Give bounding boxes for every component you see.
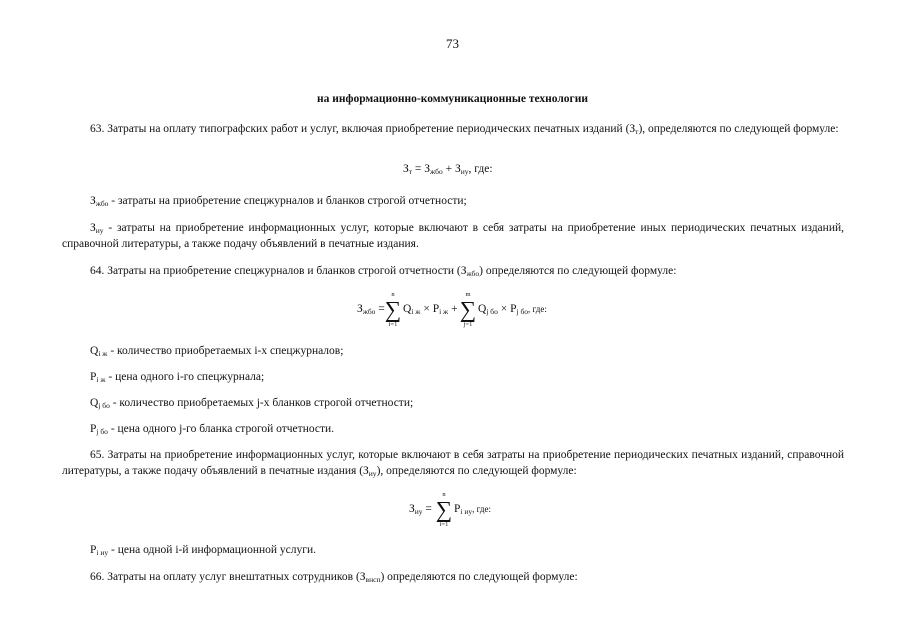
formula-ziu: $З_{иу}$ = [409, 503, 432, 516]
definition-p-i-zh: $P_{i ж}$ - цена одного i-го спецжурнала; [90, 371, 265, 384]
formula-zhbo-term1: $Q_{i ж} \times P_{i ж}$ + [403, 303, 458, 316]
definition-q-i-zh: $Q_{i ж}$ - количество приобретаемых i-х спецжурналов; [90, 345, 344, 358]
paragraph-66: 66. Затраты на оплату услуг внештатных сотрудников $(З_{внсп})$ определяются по следующей формуле: [90, 571, 578, 584]
definition-zhbo: $З_{жбо}$ - затраты на приобретение спецжурналов и бланков строгой отчетности; [90, 195, 467, 208]
formula-total: $З_т = З_{жбо} + З_{иу}$, где: [403, 163, 493, 176]
sum-sign-n: n ∑ i=1 [384, 291, 402, 328]
formula-zhbo-term2: $Q_{j бо} \times P_{j бо}$, где: [478, 303, 547, 316]
formula-zhbo: $З_{жбо}$ = [357, 303, 385, 316]
definition-p-j-bo: $P_{j бо}$ - цена одного j-го бланка строгой отчетности. [90, 423, 335, 436]
paragraph-65: 65. Затраты на приобретение информационных услуг, которые включают в себя затраты на приобретение периодических печатных изданий, справочной литературы, а также подачу объявлений в печатные издания $(З_{иу})$, определяются по следующей формуле: [62, 449, 844, 478]
sum-sign-m: m ∑ j=1 [459, 291, 477, 328]
definition-p-i-iu: $P_{i иу}$ - цена одной i-й информационной услуги. [90, 544, 316, 557]
formula-ziu-term: $P_{i иу}$, где: [454, 503, 491, 516]
section-heading: на информационно-коммуникационные технологии [316, 93, 589, 105]
definition-ziu: $З_{иу}$ - затраты на приобретение информационных услуг, которые включают в себя затраты на приобретение иных периодических печатных изданий, справочной литературы, а также подачу объявлений в печатные издания. [62, 222, 844, 250]
sum-sign-iu: n ∑ i=1 [435, 491, 453, 528]
paragraph-63: 63. Затраты на оплату типографских работ и услуг, включая приобретение периодических печатных изданий $(З_т)$, определяются по следующей формуле: [90, 123, 839, 136]
definition-q-j-bo: $Q_{j бо}$ - количество приобретаемых j-х бланков строгой отчетности; [90, 397, 414, 410]
paragraph-64: 64. Затраты на приобретение спецжурналов и бланков строгой отчетности $(З_{жбо})$ определяются по следующей формуле: [90, 265, 677, 278]
page-number: 73 [446, 36, 459, 51]
